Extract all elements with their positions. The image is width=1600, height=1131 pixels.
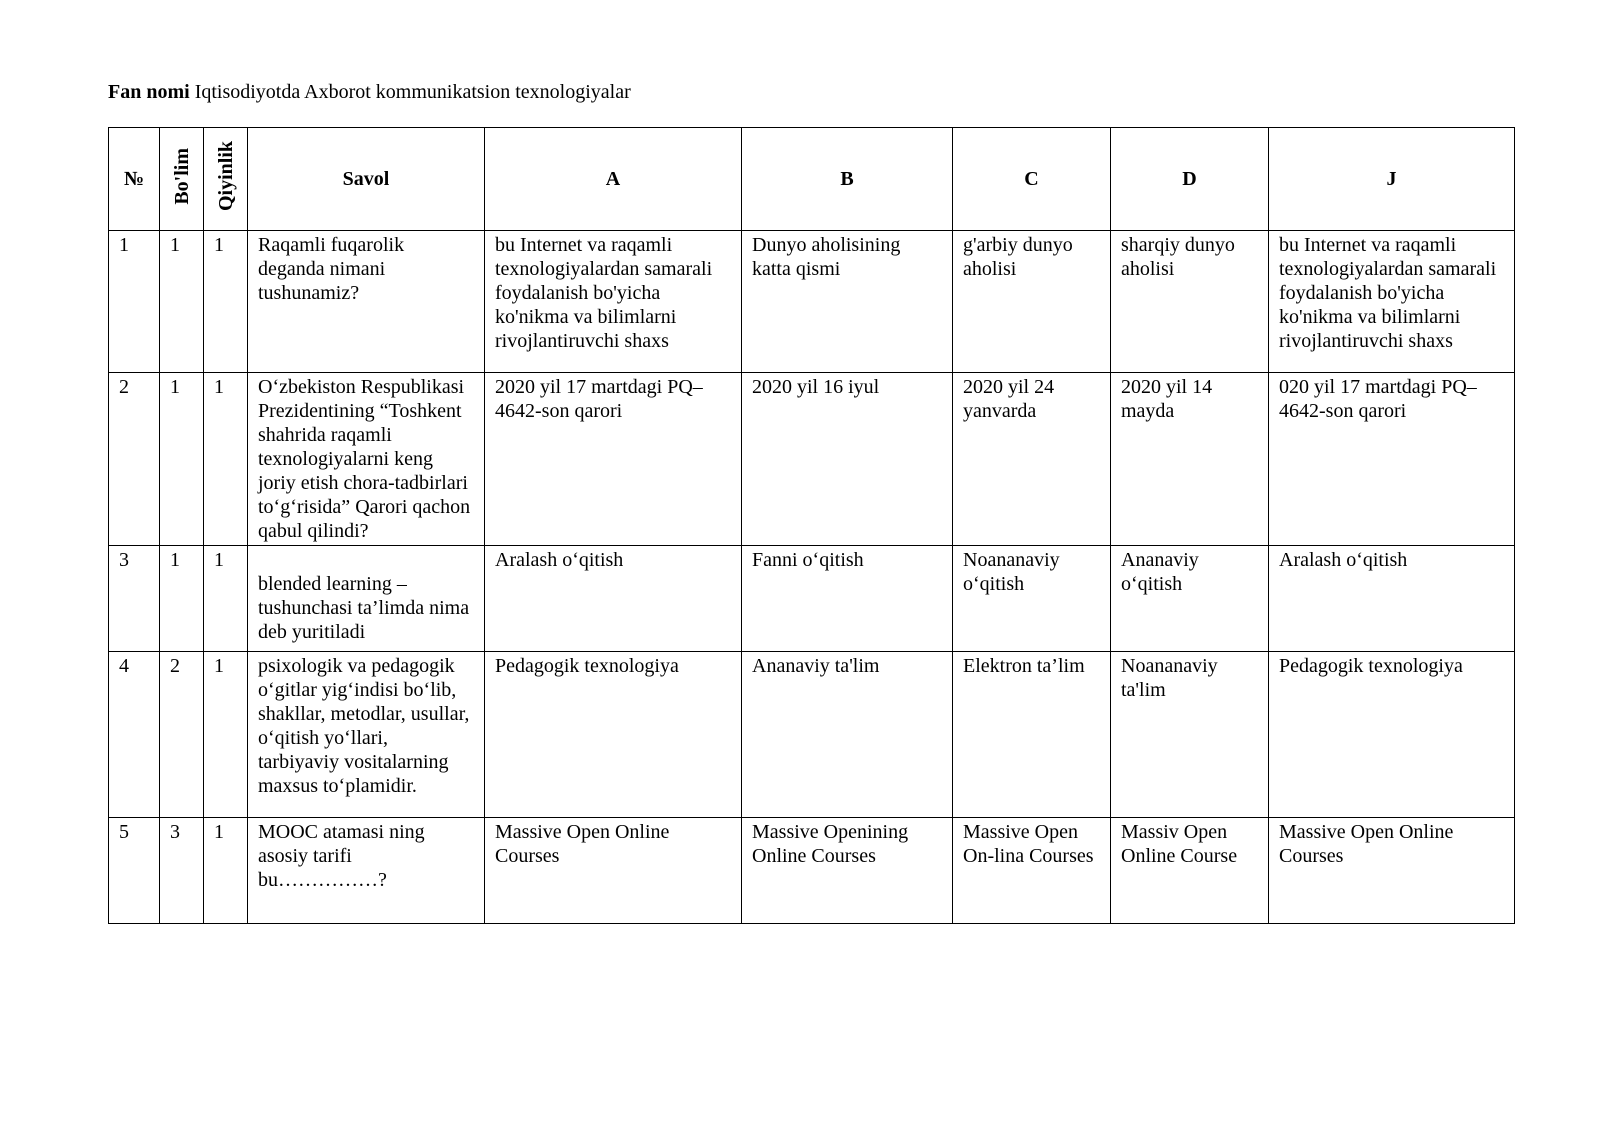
cell-option-a: bu Internet va raqamli texnologiyalardan samarali foydalanish bo'yicha ko'nikma va bilimlarni rivojlantiruvchi shaxs xyxy=(485,231,742,373)
col-header-a: A xyxy=(485,128,742,231)
cell-savol: O‘zbekiston Respublikasi Prezidentining “Toshkent shahrida raqamli texnologiyalarni keng joriy etish chora-tadbirlari to‘g‘risida” Qarori qachon qabul qilindi? xyxy=(248,373,485,546)
col-header-qiyinlik: Qiyinlik xyxy=(204,128,248,231)
cell-option-a: Massive Open Online Courses xyxy=(485,818,742,924)
cell-option-b: 2020 yil 16 iyul xyxy=(742,373,953,546)
cell-option-d: Ananaviy o‘qitish xyxy=(1111,546,1269,652)
cell-option-a: Pedagogik texnologiya xyxy=(485,652,742,818)
cell-qiyinlik: 1 xyxy=(204,373,248,546)
cell-option-a: Aralash o‘qitish xyxy=(485,546,742,652)
cell-option-c: g'arbiy dunyo aholisi xyxy=(953,231,1111,373)
cell-bolim: 3 xyxy=(160,818,204,924)
col-header-bolim: Bo'lim xyxy=(160,128,204,231)
cell-option-b: Massive Openining Online Courses xyxy=(742,818,953,924)
cell-option-d: 2020 yil 14 mayda xyxy=(1111,373,1269,546)
cell-answer-j: Pedagogik texnologiya xyxy=(1269,652,1515,818)
cell-option-c: 2020 yil 24 yanvarda xyxy=(953,373,1111,546)
subject-name: Iqtisodiyotda Axborot kommunikatsion texnologiyalar xyxy=(194,81,631,103)
cell-answer-j: Massive Open Online Courses xyxy=(1269,818,1515,924)
cell-option-c: Noananaviy o‘qitish xyxy=(953,546,1111,652)
cell-option-b: Fanni o‘qitish xyxy=(742,546,953,652)
cell-qiyinlik: 1 xyxy=(204,818,248,924)
table-row xyxy=(109,373,1515,546)
col-header-b: B xyxy=(742,128,953,231)
cell-number: 2 xyxy=(109,373,160,546)
table-row xyxy=(109,231,1515,373)
cell-bolim: 1 xyxy=(160,546,204,652)
table-header-row xyxy=(109,128,1515,231)
cell-bolim: 1 xyxy=(160,231,204,373)
cell-number: 4 xyxy=(109,652,160,818)
cell-answer-j: 020 yil 17 martdagi PQ–4642-son qarori xyxy=(1269,373,1515,546)
cell-option-d: Massiv Open Online Course xyxy=(1111,818,1269,924)
cell-option-b: Dunyo aholisining katta qismi xyxy=(742,231,953,373)
cell-option-d: sharqiy dunyo aholisi xyxy=(1111,231,1269,373)
table-row xyxy=(109,818,1515,924)
table-row xyxy=(109,546,1515,652)
cell-savol: MOOC atamasi ning asosiy tarifi bu……………? xyxy=(248,818,485,924)
cell-qiyinlik: 1 xyxy=(204,652,248,818)
cell-savol: Raqamli fuqarolik deganda nimani tushunamiz? xyxy=(248,231,485,373)
cell-qiyinlik: 1 xyxy=(204,231,248,373)
document-title xyxy=(108,80,631,104)
cell-answer-j: Aralash o‘qitish xyxy=(1269,546,1515,652)
cell-option-a: 2020 yil 17 martdagi PQ–4642-son qarori xyxy=(485,373,742,546)
col-header-d: D xyxy=(1111,128,1269,231)
cell-option-d: Noananaviy ta'lim xyxy=(1111,652,1269,818)
cell-option-b: Ananaviy ta'lim xyxy=(742,652,953,818)
cell-bolim: 1 xyxy=(160,373,204,546)
cell-number: 3 xyxy=(109,546,160,652)
table-row xyxy=(109,652,1515,818)
cell-savol: blended learning – tushunchasi ta’limda nima deb yuritiladi xyxy=(248,546,485,652)
cell-answer-j: bu Internet va raqamli texnologiyalardan samarali foydalanish bo'yicha ko'nikma va bilimlarni rivojlantiruvchi shaxs xyxy=(1269,231,1515,373)
cell-bolim: 2 xyxy=(160,652,204,818)
col-header-savol: Savol xyxy=(248,128,485,231)
cell-number: 1 xyxy=(109,231,160,373)
cell-option-c: Elektron ta’lim xyxy=(953,652,1111,818)
cell-number: 5 xyxy=(109,818,160,924)
cell-qiyinlik: 1 xyxy=(204,546,248,652)
col-header-j: J xyxy=(1269,128,1515,231)
col-header-number: № xyxy=(109,128,160,231)
questions-table xyxy=(108,127,1515,924)
cell-option-c: Massive Open On-lina Courses xyxy=(953,818,1111,924)
subject-label: Fan nomi xyxy=(108,81,190,103)
col-header-c: C xyxy=(953,128,1111,231)
cell-savol: psixologik va pedagogik o‘gitlar yig‘indisi bo‘lib, shakllar, metodlar, usullar, o‘qitish yo‘llari, tarbiyaviy vositalarning maxsus to‘plamidir. xyxy=(248,652,485,818)
